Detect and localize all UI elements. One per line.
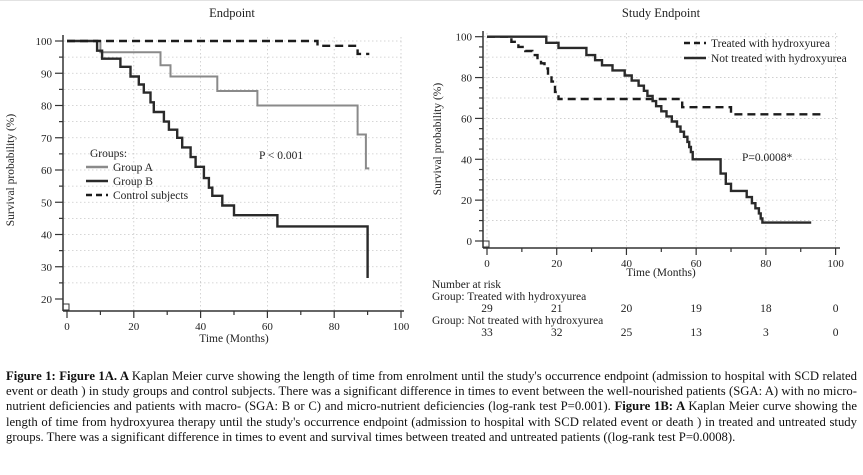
svg-text:80: 80 [461,72,472,85]
y-axis-label: Survival probability (%) [432,82,444,196]
figure-charts [0,1,863,353]
svg-text:20: 20 [128,321,140,333]
legend-label-not-treated-with-hydroxyurea: Not treated with hydroxyurea [711,53,847,65]
caption-segment: Kaplan Meier curve showing the length of time from hydroxyurea therapy until the study's occurrence endpoint (admission to hospital with SCD related event or death ) in treated and untreated study groups. There was a significant difference in times to event and survival times between treated and untreated patients ((log-rank test P=0.0008). [6,399,857,444]
svg-text:30: 30 [41,261,52,274]
svg-text:40: 40 [41,229,52,242]
risk-group-label: Group: Not treated with hydroxyurea [432,315,604,327]
chart-title: Study Endpoint [621,6,701,20]
svg-text:0: 0 [484,258,490,270]
km-chart-study-endpoint [432,6,847,339]
caption-segment: Kaplan Meier curve showing the length of time from enrolment until the study's occurrence endpoint (admission to hospital with SCD related event or death ) in study groups and control subjects. There was a significant difference in times to event between the well-nourished patients (SGA: A) with no micro-nutrient deficiencies and patients with macro- (SGA: B or C) and micro-nutrient deficiencies (log-rank test P=0.001). [6,369,857,414]
svg-text:80: 80 [760,258,772,270]
risk-count: 0 [832,327,839,339]
svg-text:70: 70 [41,132,52,145]
svg-text:20: 20 [461,195,472,208]
p-value-annotation: P=0.0008* [742,152,793,164]
svg-text:40: 40 [620,258,632,270]
chart-title: Endpoint [209,6,255,20]
number-at-risk-table [432,279,839,339]
svg-text:80: 80 [41,100,52,113]
risk-count: 21 [550,303,563,315]
risk-count: 29 [481,303,493,315]
tick-marks [55,41,401,318]
grid-lines [484,33,840,248]
svg-text:60: 60 [690,258,702,270]
y-axis-label: Survival probability (%) [5,113,17,227]
svg-text:60: 60 [261,321,273,333]
legend-label-group-b: Group B [113,176,153,188]
figure-caption [0,369,863,445]
km-chart-endpoint [5,6,410,345]
legend-label-control-subjects: Control subjects [113,190,189,202]
risk-count: 13 [690,327,702,339]
x-axis-label: Time (Months) [626,267,696,279]
y-tick-labels [456,32,473,248]
caption-segment-bold: Figure 1B: A [614,399,689,414]
legend-label-group-a: Group A [113,162,153,174]
svg-text:20: 20 [41,294,52,306]
caption-segment-bold: Figure 1: Figure 1A. A [6,369,132,383]
svg-text:100: 100 [35,36,52,48]
svg-text:0: 0 [466,236,472,248]
legend-label-treated-with-hydroxyurea: Treated with hydroxyurea [711,38,831,50]
origin-marker [63,304,69,310]
grid-lines [64,37,404,311]
svg-text:100: 100 [392,321,410,333]
y-tick-labels [36,36,53,306]
svg-text:100: 100 [455,31,472,44]
risk-count: 25 [620,327,633,339]
risk-count: 32 [550,327,563,339]
svg-text:90: 90 [41,68,52,81]
risk-count: 0 [832,303,839,315]
risk-group-label: Group: Treated with hydroxyurea [432,291,587,303]
legend-title: Groups: [90,148,128,160]
svg-text:60: 60 [41,165,52,177]
p-value-annotation: P < 0.001 [259,150,304,162]
risk-count: 33 [481,327,493,339]
svg-text:0: 0 [64,321,70,333]
risk-count: 18 [760,303,772,315]
svg-text:60: 60 [461,113,472,126]
risk-table-heading: Number at risk [432,279,501,291]
legend [684,38,847,65]
svg-text:40: 40 [195,321,207,333]
origin-marker [483,241,489,247]
risk-count: 3 [763,327,769,339]
svg-text:20: 20 [551,258,563,270]
svg-text:100: 100 [827,258,844,270]
risk-count: 20 [620,303,633,315]
svg-text:40: 40 [461,154,472,167]
x-axis-label: Time (Months) [199,333,269,345]
risk-count: 19 [690,303,702,315]
legend [86,148,189,202]
svg-text:50: 50 [41,197,52,210]
x-tick-labels [64,321,410,333]
svg-text:80: 80 [328,321,340,333]
